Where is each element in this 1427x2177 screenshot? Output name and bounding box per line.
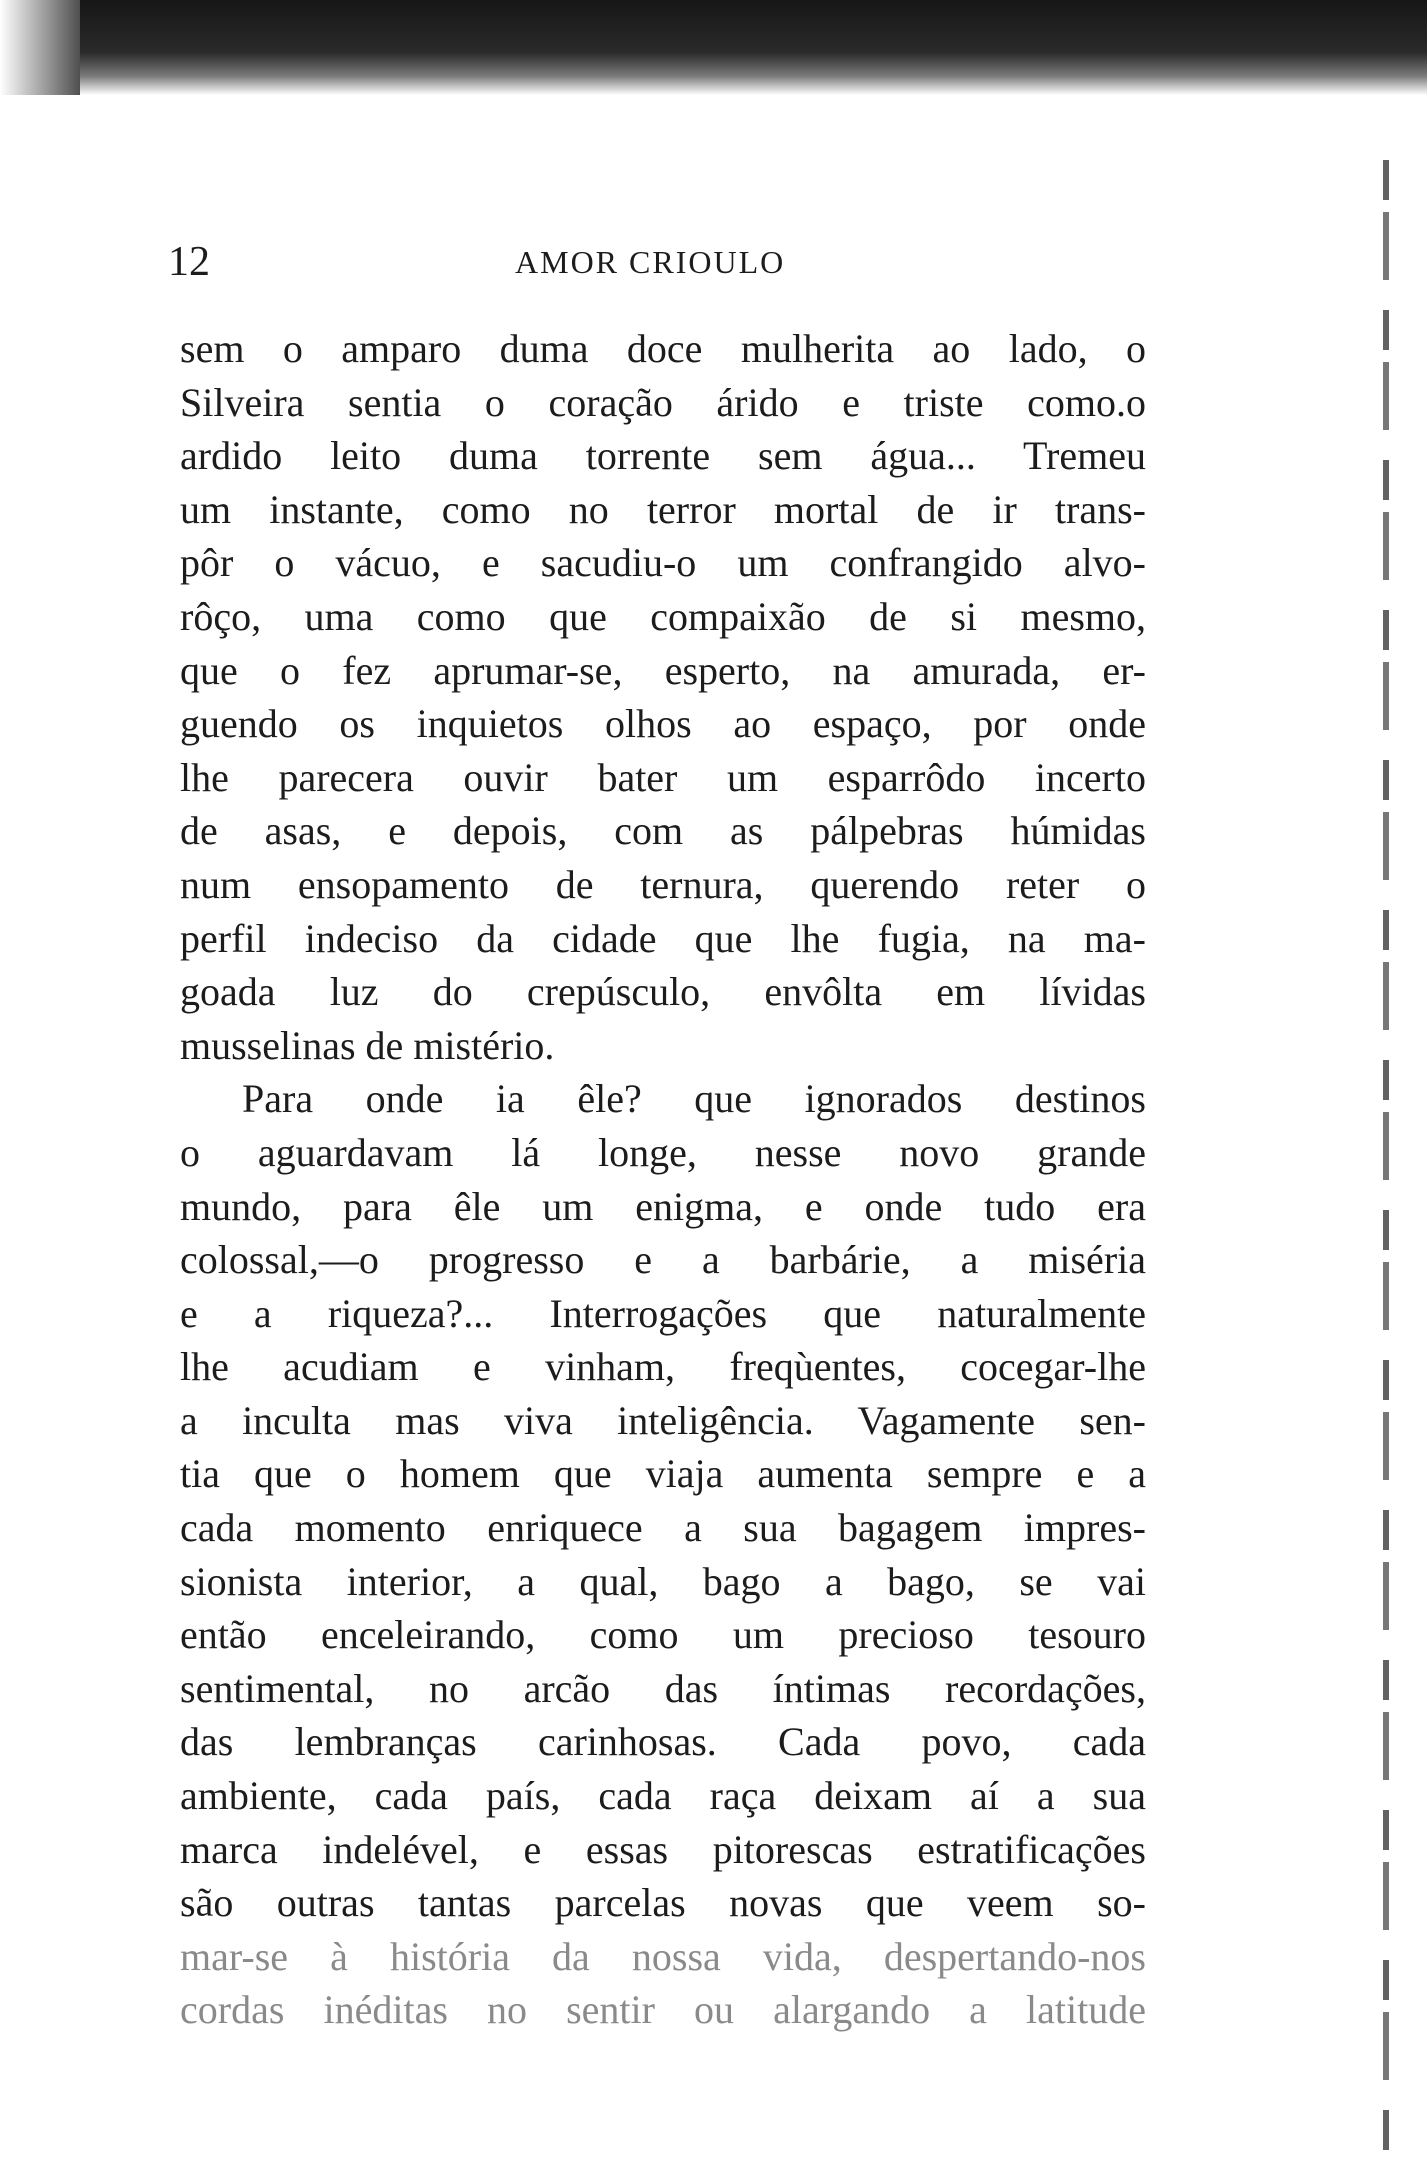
text-line: que o fez aprumar-se, esperto, na amurada, er- <box>180 647 1146 693</box>
text-line: tia que o homem que viaja aumenta sempre e a <box>180 1451 1146 1497</box>
text-line: ambiente, cada país, cada raça deixam aí a sua <box>180 1773 1146 1819</box>
text-line: pôr o vácuo, e sacudiu-o um confrangido alvo- <box>180 540 1146 586</box>
text-line: lhe parecera ouvir bater um esparrôdo incerto <box>180 754 1146 800</box>
scan-edge-shadow <box>0 0 80 95</box>
text-line: e a riqueza?... Interrogações que naturalmente <box>180 1290 1146 1336</box>
text-line: marca indelével, e essas pitorescas estratificações <box>180 1826 1146 1872</box>
text-line: então enceleirando, como um precioso tesouro <box>180 1612 1146 1658</box>
text-line: rôço, uma como que compaixão de si mesmo, <box>180 593 1146 639</box>
running-header <box>168 232 1168 292</box>
text-line: de asas, e depois, com as pálpebras húmidas <box>180 808 1146 854</box>
text-line: perfil indeciso da cidade que lhe fugia, na ma- <box>180 915 1146 961</box>
faded-text-line: mar-se à história da nossa vida, despertando-nos <box>180 1933 1146 1979</box>
text-line: a inculta mas viva inteligência. Vagamente sen- <box>180 1397 1146 1443</box>
scan-top-shadow <box>80 0 1427 95</box>
text-line: das lembranças carinhosas. Cada povo, cada <box>180 1719 1146 1765</box>
scan-right-edge <box>1383 160 1389 2160</box>
text-line: guendo os inquietos olhos ao espaço, por onde <box>180 701 1146 747</box>
paragraph-start-line: Para onde ia êle? que ignorados destinos <box>242 1076 1146 1122</box>
text-line: colossal,—o progresso e a barbárie, a miséria <box>180 1237 1146 1283</box>
text-line: sentimental, no arcão das íntimas recordações, <box>180 1665 1146 1711</box>
faded-text-line: cordas inéditas no sentir ou alargando a latitude <box>180 1987 1146 2033</box>
running-title: AMOR CRIOULO <box>515 244 786 280</box>
text-line: sionista interior, a qual, bago a bago, se vai <box>180 1558 1146 1604</box>
text-line: cada momento enriquece a sua bagagem impres- <box>180 1505 1146 1551</box>
text-line: ardido leito duma torrente sem água... Tremeu <box>180 433 1146 479</box>
text-line: são outras tantas parcelas novas que veem so- <box>180 1880 1146 1926</box>
paragraph-end-line: musselinas de mistério. <box>180 1022 555 1068</box>
text-line: Silveira sentia o coração árido e triste como.o <box>180 379 1146 425</box>
text-line: num ensopamento de ternura, querendo reter o <box>180 861 1146 907</box>
text-line: sem o amparo duma doce mulherita ao lado, o <box>180 326 1146 371</box>
text-line: um instante, como no terror mortal de ir trans- <box>180 486 1146 532</box>
text-line: goada luz do crepúsculo, envôlta em lívidas <box>180 969 1146 1015</box>
text-line: mundo, para êle um enigma, e onde tudo era <box>180 1183 1146 1229</box>
text-line: o aguardavam lá longe, nesse novo grande <box>180 1129 1146 1175</box>
text-line: lhe acudiam e vinham, freqùentes, cocegar-lhe <box>180 1344 1146 1390</box>
page-number: 12 <box>168 239 210 285</box>
body-text <box>180 322 1146 2037</box>
